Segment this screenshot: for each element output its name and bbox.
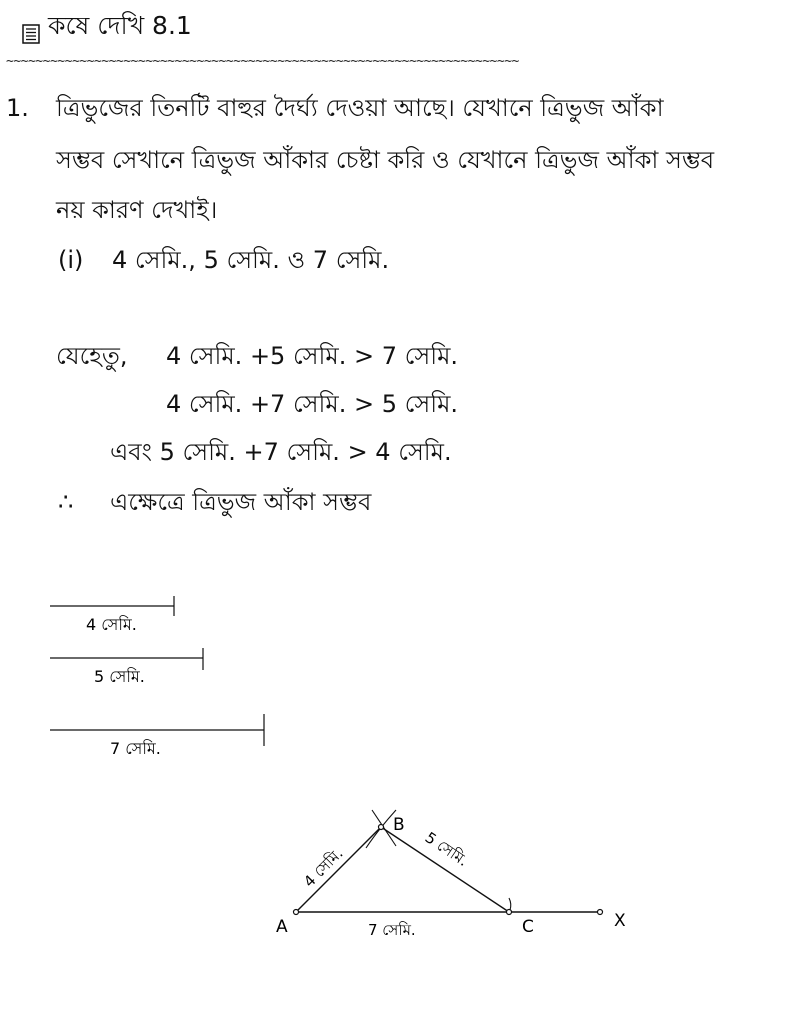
page-header xyxy=(22,6,192,46)
question-line-1: ত্রিভুজের তিনটি বাহুর দৈর্ঘ্য দেওয়া আছে। যেখানে ত্রিভুজ আঁকা xyxy=(56,94,664,122)
segment-4cm-label: 4 সেমি. xyxy=(86,615,137,634)
conclusion: এক্ষেত্রে ত্রিভুজ আঁকা সম্ভব xyxy=(110,488,372,516)
ray-end-label: X xyxy=(614,911,626,931)
question-line-2: সম্ভব সেখানে ত্রিভুজ আঁকার চেষ্টা করি ও যেখানে ত্রিভুজ আঁকা সম্ভব xyxy=(56,146,715,174)
arc-at-c xyxy=(509,898,511,910)
triangle-construction xyxy=(0,790,802,950)
segment-4cm xyxy=(50,596,174,634)
side-ac-label: 7 সেমি. xyxy=(368,921,416,939)
segment-5cm-label: 5 সেমি. xyxy=(94,667,145,686)
page-title: কষে দেখি 8.1 xyxy=(48,11,192,40)
divider: ~~~~~~~~~~~~~~~~~~~~~~~~~~~~~~~~~~~~~~~~~~~~~~~~~~~~~~~~~~~~~~~~~~~~~~ xyxy=(6,54,519,69)
point-a xyxy=(294,910,299,915)
book-icon xyxy=(22,16,40,36)
given-segments xyxy=(0,590,802,770)
inequality-1: 4 সেমি. +5 সেমি. > 7 সেমি. xyxy=(166,342,459,370)
vertex-a-label: A xyxy=(276,917,288,937)
inequality-3: এবং 5 সেমি. +7 সেমি. > 4 সেমি. xyxy=(110,438,452,466)
part-text: 4 সেমি., 5 সেমি. ও 7 সেমি. xyxy=(112,246,390,274)
question-number: 1. xyxy=(6,94,29,122)
side-ab-label: 4 সেমি. xyxy=(300,844,347,891)
segment-7cm xyxy=(50,714,264,758)
since-label: যেহেতু, xyxy=(56,342,128,370)
vertex-c-label: C xyxy=(522,917,534,937)
part-label: (i) xyxy=(58,246,84,274)
segment-7cm-label: 7 সেমি. xyxy=(110,739,161,758)
question-line-3: নয় কারণ দেখাই। xyxy=(56,196,218,224)
vertex-b-label: B xyxy=(393,815,405,835)
side-bc-label: 5 সেমি. xyxy=(421,828,472,870)
point-x xyxy=(598,910,603,915)
point-b xyxy=(379,825,384,830)
therefore-symbol: ∴ xyxy=(58,488,74,516)
inequality-2: 4 সেমি. +7 সেমি. > 5 সেমি. xyxy=(166,390,459,418)
point-c xyxy=(507,910,512,915)
segment-5cm xyxy=(50,648,203,686)
